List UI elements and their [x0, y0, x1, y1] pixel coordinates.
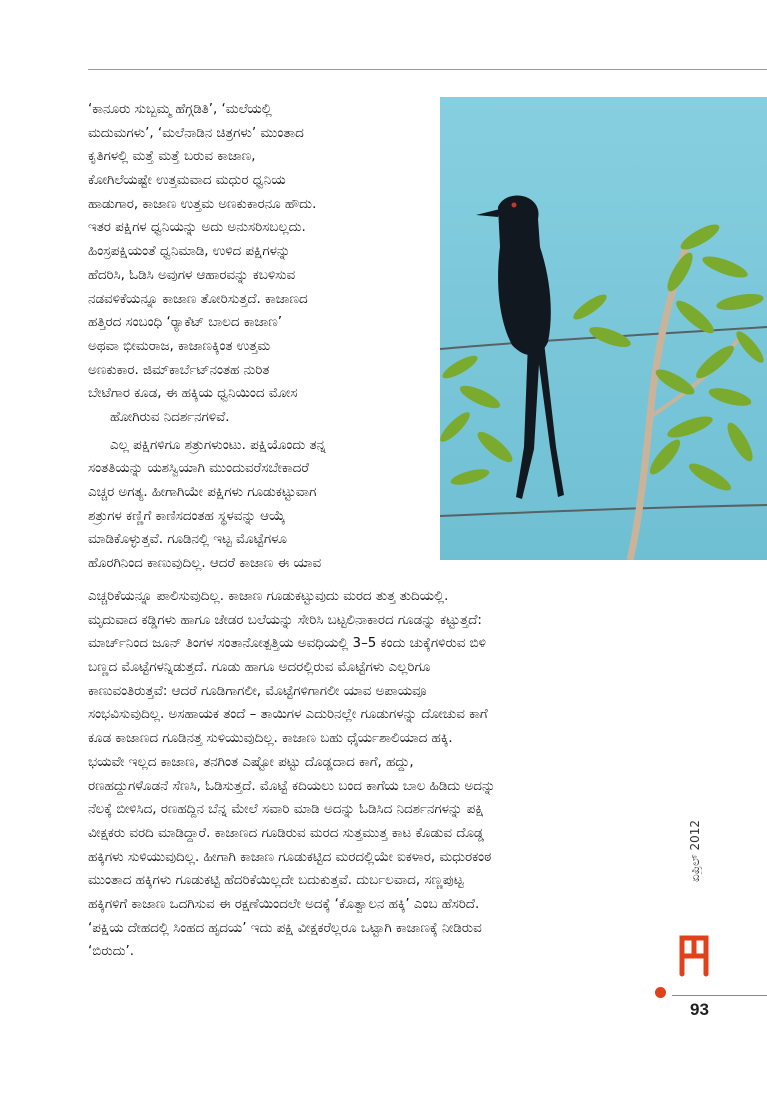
- text-line: ಕಾಣುವಂತಿರುತ್ತವೆ: ಆದರೆ ಗೂಡಿಗಾಗಲೀ, ಮೊಟ್ಟೆಗಳಿಗಾಗಲೀ ಯಾವ ಅಪಾಯವೂ: [88, 683, 427, 699]
- article-left-column: [88, 98, 433, 576]
- text-line: ಹೋಗಿರುವ ನಿದರ್ಶನಗಳಿವೆ.: [110, 409, 230, 425]
- text-line: ಮದುಮಗಳು’, ‘ಮಲೆನಾಡಿನ ಚಿತ್ರಗಳು’ ಮುಂತಾದ: [88, 125, 304, 141]
- text-line: ಅಣಕುಕಾರ. ಜಿಮ್‌ಕಾರ್ಬೆಟ್‌ನಂತಹ ನುರಿತ: [88, 362, 270, 378]
- text-line: ಹತ್ತಿರದ ಸಂಬಂಧಿ ‘ರ್‍ಯಾಕೆಟ್ ಬಾಲದ ಕಾಜಾಣ’: [88, 315, 282, 331]
- text-line: ಮೃದುವಾದ ಕಡ್ಡಿಗಳು ಹಾಗೂ ಜೇಡರ ಬಲೆಯನ್ನು ಸೇರಿಸಿ ಬಟ್ಟಲಿನಾಕಾರದ ಗೂಡನ್ನು ಕಟ್ಟುತ್ತದೆ:: [88, 612, 482, 628]
- drongo-photo: [440, 97, 767, 560]
- text-line: ಎಚ್ಚರಿಕೆಯನ್ನೂ ಪಾಲಿಸುವುದಿಲ್ಲ. ಕಾಜಾಣ ಗೂಡುಕಟ್ಟುವುದು ಮರದ ತುತ್ತ ತುದಿಯಲ್ಲಿ.: [88, 589, 449, 604]
- bullet-dot: [655, 987, 666, 998]
- magazine-logo: [676, 930, 712, 980]
- text-line: ಮಾಡಿಕೊಳ್ಳುತ್ತವೆ. ಗೂಡಿನಲ್ಲಿ ಇಟ್ಟ ಮೊಟ್ಟೆಗಳೂ: [88, 532, 287, 548]
- bird-eye: [512, 203, 517, 208]
- text-line: ಹೊರಗಿನಿಂದ ಕಾಣುವುದಿಲ್ಲ. ಆದರೆ ಕಾಜಾಣ ಈ ಯಾವ: [88, 556, 322, 572]
- text-line: ನೆಲಕ್ಕೆ ಬೀಳಿಸಿದ, ರಣಹದ್ದಿನ ಬೆನ್ನ ಮೇಲೆ ಸವಾರಿ ಮಾಡಿ ಅದನ್ನು ಓಡಿಸಿದ ನಿದರ್ಶನಗಳನ್ನು ಪಕ್ಷಿ: [88, 802, 484, 818]
- text-line: ಬೇಟೆಗಾರ ಕೂಡ, ಈ ಹಕ್ಕಿಯ ಧ್ವನಿಯಿಂದ ಮೋಸ: [88, 386, 298, 402]
- text-line: ‘ಕಾನೂರು ಸುಬ್ಬಮ್ಮ ಹೆಗ್ಗಡಿತಿ’, ‘ಮಲೆಯಲ್ಲಿ: [88, 102, 272, 117]
- text-line: ಭಯವೇ ಇಲ್ಲದ ಕಾಜಾಣ, ತನಗಿಂತ ಎಷ್ಟೋ ಪಟ್ಟು ದೊಡ್ಡದಾದ ಕಾಗೆ, ಹದ್ದು,: [88, 754, 414, 770]
- text-line: ಇತರ ಪಕ್ಷಿಗಳ ಧ್ವನಿಯನ್ನು ಅದು ಅನುಸರಿಸಬಲ್ಲದು.: [88, 220, 306, 236]
- top-rule: [88, 69, 767, 70]
- text-line: ಸಂಭವಿಸುವುದಿಲ್ಲ. ಅಸಹಾಯಕ ತಂದೆ – ತಾಯಿಗಳ ಎದುರಿನಲ್ಲೇ ಗೂಡುಗಳನ್ನು ದೋಚುವ ಕಾಗೆ: [88, 707, 488, 723]
- text-line: ಬಣ್ಣದ ಮೊಟ್ಟೆಗಳನ್ನಿಡುತ್ತದೆ. ಗೂಡು ಹಾಗೂ ಅದರಲ್ಲಿರುವ ಮೊಟ್ಟೆಗಳು ಎಲ್ಲರಿಗೂ: [88, 660, 431, 676]
- text-line: ಶತ್ರುಗಳ ಕಣ್ಣಿಗೆ ಕಾಣಿಸದಂತಹ ಸ್ಥಳವನ್ನು ಆಯ್ಕೆ: [88, 508, 286, 524]
- article-full-width: [88, 585, 672, 964]
- text-line: ಎಚ್ಚರ ಅಗತ್ಯ. ಹೀಗಾಗಿಯೇ ಪಕ್ಷಿಗಳು ಗೂಡುಕಟ್ಟುವಾಗ: [88, 485, 317, 500]
- text-line: ಹೆದರಿಸಿ, ಓಡಿಸಿ ಅವುಗಳ ಆಹಾರವನ್ನು ಕಬಳಿಸುವ: [88, 267, 296, 283]
- text-line: ಸಂತತಿಯನ್ನು ಯಶಸ್ವಿಯಾಗಿ ಮುಂದುವರೆಸಬೇಕಾದರೆ: [88, 461, 309, 477]
- text-line: ಹಕ್ಕಿಗಳಿಗೆ ಕಾಜಾಣ ಒದಗಿಸುವ ಈ ರಕ್ಷಣೆಯಿಂದಲೇ ಅದಕ್ಕೆ ‘ಕೊತ್ವಾಲನ ಹಕ್ಕಿ’ ಎಂಬ ಹೆಸರಿದೆ.: [88, 896, 480, 912]
- text-line: ಮುಂತಾದ ಹಕ್ಕಿಗಳು ಗೂಡುಕಟ್ಟಿ ಹೆದರಿಕೆಯಿಲ್ಲದೇ ಬದುಕುತ್ತವೆ. ದುರ್ಬಲವಾದ, ಸಣ್ಣಪುಟ್ಟ: [88, 873, 464, 889]
- text-line: ರಣಹದ್ದುಗಳೊಡನೆ ಸೆಣಸಿ, ಓಡಿಸುತ್ತದೆ. ಮೊಟ್ಟೆ ಕದಿಯಲು ಬಂದ ಕಾಗೆಯ ಬಾಲ ಹಿಡಿದು ಅದನ್ನು: [88, 778, 496, 794]
- text-line: ‘ಬಿರುದು’.: [88, 944, 135, 960]
- text-line: ಕೃತಿಗಳಲ್ಲಿ ಮತ್ತೆ ಮತ್ತೆ ಬರುವ ಕಾಜಾಣ,: [88, 149, 256, 165]
- issue-date: ಏಪ್ರಿಲ್ 2012: [688, 820, 702, 882]
- page-number: 93: [690, 1000, 709, 1019]
- text-line: ಹಿಂಸ್ರಪಕ್ಷಿಯಂತೆ ಧ್ವನಿಮಾಡಿ, ಉಳಿದ ಪಕ್ಷಿಗಳನ್ನು: [88, 244, 291, 260]
- text-line: ವೀಕ್ಷಕರು ವರದಿ ಮಾಡಿದ್ದಾರೆ. ಕಾಜಾಣದ ಗೂಡಿರುವ ಮರದ ಸುತ್ತಮುತ್ತ ಕಾಟ ಕೊಡುವ ದೊಡ್ಡ: [88, 825, 484, 841]
- text-line: ನಡವಳಿಕೆಯನ್ನೂ ಕಾಜಾಣ ತೋರಿಸುತ್ತದೆ. ಕಾಜಾಣದ: [88, 291, 308, 307]
- text-line: ಎಲ್ಲ ಪಕ್ಷಿಗಳಿಗೂ ಶತ್ರುಗಳುಂಟು. ಪಕ್ಷಿಯೊಂದು ತನ್ನ: [110, 437, 326, 453]
- text-line: ಅಥವಾ ಭೀಮರಾಜ, ಕಾಜಾಣಕ್ಕಿಂತ ಉತ್ತಮ: [88, 338, 271, 354]
- text-line: ಮಾರ್ಚ್‌ನಿಂದ ಜೂನ್ ತಿಂಗಳ ಸಂತಾನೋತ್ಪತ್ತಿಯ ಅವಧಿಯಲ್ಲಿ 3–5 ಕಂದು ಚುಕ್ಕೆಗಳಿರುವ ಬಿಳಿ: [88, 636, 486, 652]
- drongo-illustration: [440, 97, 767, 560]
- footer-rule: [672, 995, 767, 996]
- text-line: ಕೂಡ ಕಾಜಾಣದ ಗೂಡಿನತ್ತ ಸುಳಿಯುವುದಿಲ್ಲ. ಕಾಜಾಣ ಬಹು ಧೈರ್ಯಶಾಲಿಯಾದ ಹಕ್ಕಿ.: [88, 731, 453, 747]
- text-line: ಹಕ್ಕಿಗಳು ಸುಳಿಯುವುದಿಲ್ಲ. ಹೀಗಾಗಿ ಕಾಜಾಣ ಗೂಡುಕಟ್ಟಿದ ಮರದಲ್ಲಿಯೇ ಐಕಳಾರ, ಮಧುರಕಂಠ: [88, 849, 492, 865]
- text-line: ಹಾಡುಗಾರ, ಕಾಜಾಣ ಉತ್ತಮ ಅಣಕುಕಾರನೂ ಹೌದು.: [88, 196, 317, 212]
- text-line: ‘ಪಕ್ಷಿಯ ದೇಹದಲ್ಲಿ ಸಿಂಹದ ಹೃದಯ’ ಇದು ಪಕ್ಷಿ ವೀಕ್ಷಕರೆಲ್ಲರೂ ಒಟ್ಟಾಗಿ ಕಾಜಾಣಕ್ಕೆ ನೀಡಿರುವ: [88, 920, 482, 936]
- text-line: ಕೋಗಿಲೆಯಷ್ಟೇ ಉತ್ತಮವಾದ ಮಧುರ ಧ್ವನಿಯ: [88, 173, 286, 189]
